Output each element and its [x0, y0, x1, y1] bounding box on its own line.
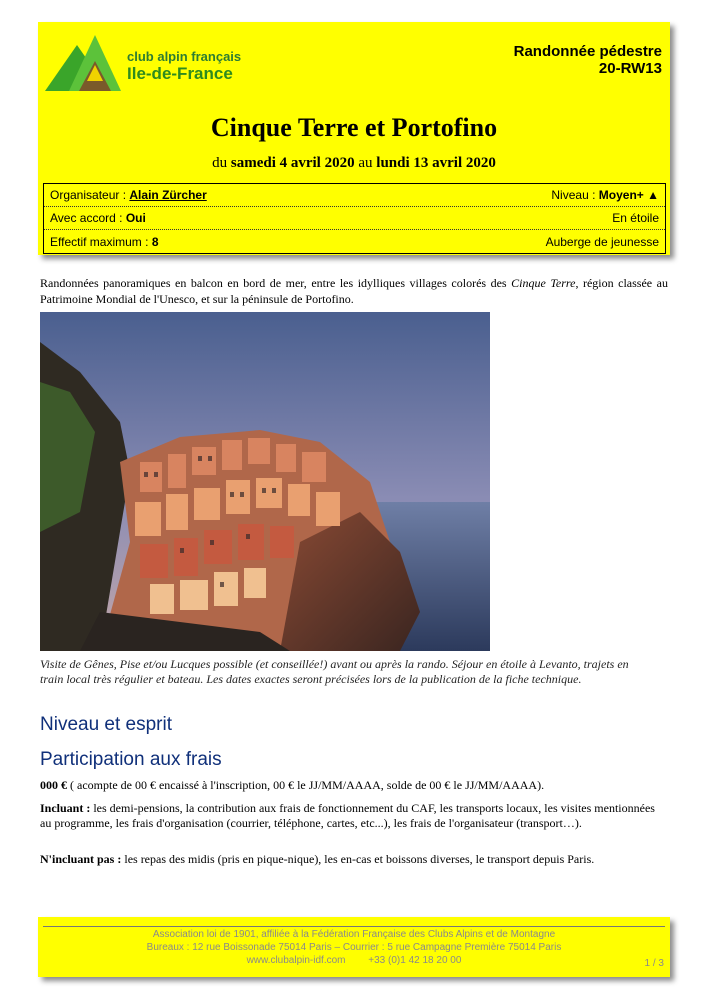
included-text: les demi-pensions, la contribution aux frais de fonctionnement du CAF, les transports locaux, les visites mentionnées au programme, les frais d'organisation (courrier, téléphone, cartes, etc...), les frais de l'organisateur (transport…).	[40, 801, 655, 830]
info-row-organizer	[44, 184, 665, 207]
cost-amount-detail: ( acompte de 00 € encaissé à l'inscription, 00 € le JJ/MM/AAAA, solde de 00 € le JJ/MM/AAAA).	[70, 778, 545, 792]
intro-part1: Randonnées panoramiques en balcon en bord de mer, entre les idylliques villages colorés des	[40, 276, 512, 290]
footer-divider	[43, 926, 665, 927]
footer-contact	[38, 954, 670, 967]
activity-type: Randonnée pédestre	[513, 43, 662, 60]
dates-prefix: du	[212, 155, 228, 171]
intro-part2: , région classée au Patrimoine Mondial de l'Unesco, et sur la péninsule de Portofino.	[40, 276, 668, 306]
page-number: 1 / 3	[644, 958, 664, 969]
info-row-agreement	[44, 207, 665, 230]
info-row-capacity	[44, 230, 665, 253]
footer	[38, 917, 670, 977]
lodging-type: Auberge de jeunesse	[545, 234, 659, 249]
included-label: Incluant :	[40, 801, 91, 815]
logo-club-name: club alpin français	[127, 49, 242, 64]
start-date: samedi 4 avril 2020	[230, 155, 355, 171]
organizer-link[interactable]: Alain Zürcher	[129, 188, 207, 202]
page-title: Cinque Terre et Portofino	[210, 113, 498, 142]
intro-paragraph	[40, 275, 668, 307]
cinque-terre-village-image	[40, 312, 490, 651]
dates-middle: au	[358, 155, 373, 171]
footer-text	[38, 928, 670, 967]
outing-code: 20-RW13	[598, 60, 662, 77]
intro-italic: Cinque Terre	[511, 276, 576, 290]
agreement-label: Avec accord :	[50, 211, 123, 225]
logo-region-name: Ile-de-France	[127, 64, 233, 83]
excluded-paragraph	[40, 852, 668, 867]
club-logo[interactable]	[43, 31, 253, 93]
footer-phone: +33 (0)1 42 18 20 00	[368, 955, 462, 966]
section-title-costs: Participation aux frais	[40, 749, 222, 770]
mountain-logo-icon	[43, 31, 123, 93]
village-photo	[40, 312, 490, 651]
footer-association: Association loi de 1901, affiliée à la Fédération Française des Clubs Alpins et de Montagne	[152, 929, 556, 940]
document-type	[514, 43, 662, 77]
date-range	[38, 155, 670, 172]
header-banner	[38, 22, 670, 255]
cost-amount-paragraph	[40, 778, 668, 793]
info-table	[43, 183, 666, 254]
level-value: Moyen+ ▲	[598, 188, 659, 202]
excluded-label: N'incluant pas :	[40, 852, 122, 866]
excluded-text: les repas des midis (pris en pique-nique), les en-cas et boissons diverses, le transport depuis Paris.	[124, 852, 595, 866]
included-paragraph	[40, 801, 668, 831]
footer-website-link[interactable]: www.clubalpin-idf.com	[246, 955, 346, 966]
max-participants-value: 8	[151, 234, 159, 249]
footer-address: Bureaux : 12 rue Boissonade 75014 Paris – Courrier : 5 rue Campagne Première 75014 Paris	[146, 942, 562, 953]
end-date: lundi 13 avril 2020	[376, 155, 496, 171]
section-title-level-spirit: Niveau et esprit	[40, 714, 173, 735]
level-label: Niveau :	[551, 188, 596, 202]
photo-caption: Visite de Gênes, Pise et/ou Lucques possible (et conseillée!) avant ou après la rando. Séjour en étoile à Levanto, trajets en train local très régulier et bateau. Les dates exactes seront précisées lors de la publication de la fiche technique.	[40, 657, 629, 686]
agreement-value: Oui	[125, 211, 146, 225]
max-participants-label: Effectif maximum :	[50, 234, 149, 249]
organizer-label: Organisateur :	[50, 188, 127, 202]
cost-amount: 000 €	[40, 778, 67, 792]
outing-mode: En étoile	[612, 211, 659, 225]
